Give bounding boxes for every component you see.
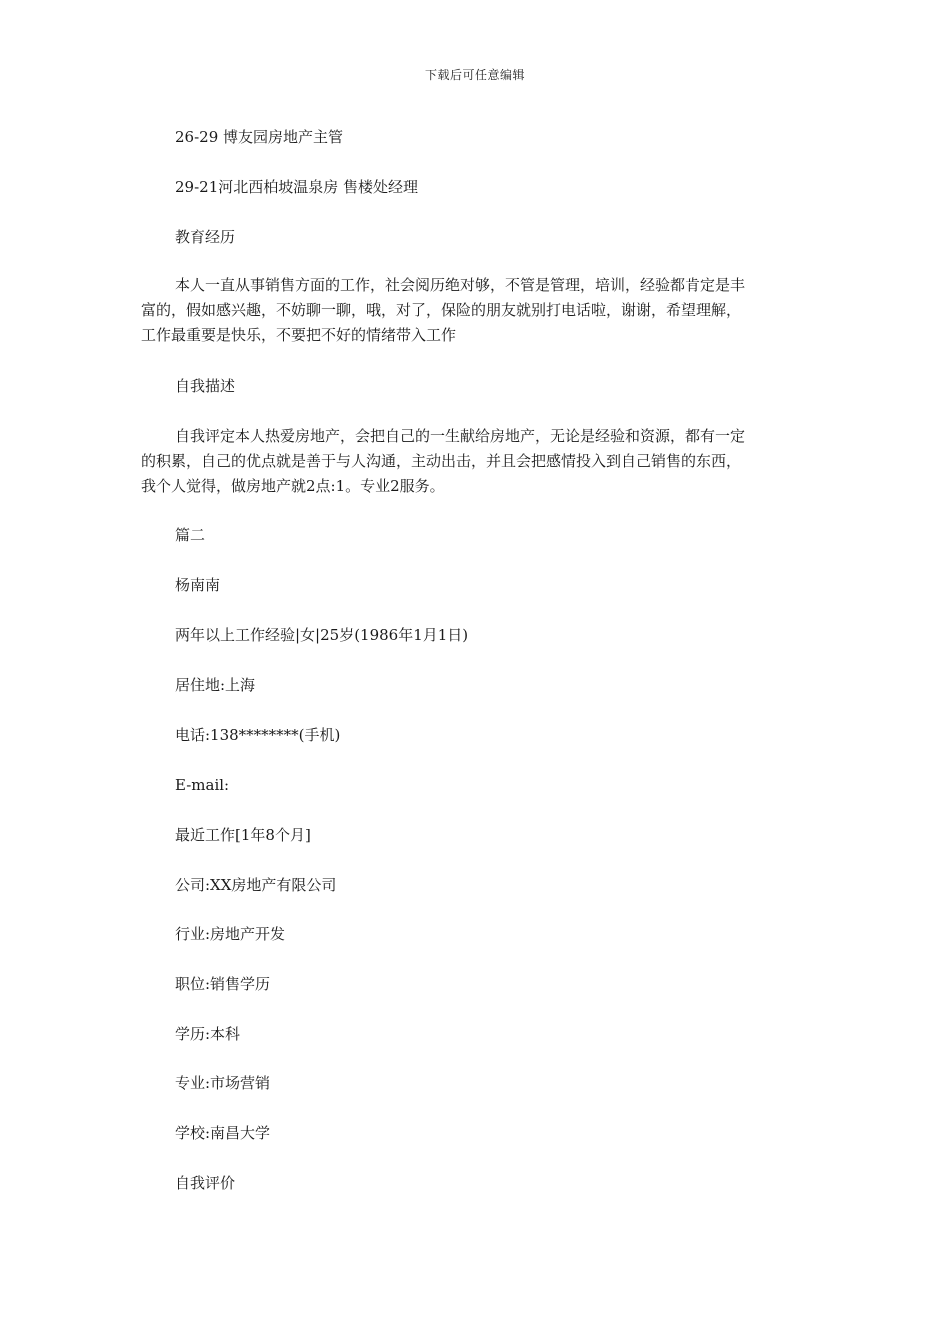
work-item-1: 26-29 博友园房地产主管 <box>175 128 344 146</box>
education-paragraph-line-3: 工作最重要是快乐，不要把不好的情绪带入工作 <box>141 326 457 344</box>
email-line: E-mail: <box>175 776 230 794</box>
candidate-summary: 两年以上工作经验|女|25岁(1986年1月1日) <box>175 626 469 644</box>
self-description-heading: 自我描述 <box>175 377 236 395</box>
education-heading: 教育经历 <box>175 228 236 246</box>
company-line: 公司:XX房地产有限公司 <box>175 876 337 894</box>
section-two-heading: 篇二 <box>175 526 206 544</box>
education-paragraph-line-1: 本人一直从事销售方面的工作，社会阅历绝对够，不管是管理，培训，经验都肯定是丰 <box>175 276 746 294</box>
self-description-line-1: 自我评定本人热爱房地产，会把自己的一生献给房地产，无论是经验和资源，都有一定 <box>175 427 746 445</box>
recent-work-line: 最近工作[1年8个月] <box>175 826 311 844</box>
education-paragraph <box>141 273 811 348</box>
residence-line: 居住地:上海 <box>175 676 256 694</box>
candidate-name: 杨南南 <box>175 576 221 594</box>
self-description-line-3: 我个人觉得，做房地产就2点:1。专业2服务。 <box>141 477 445 495</box>
education-paragraph-line-2: 富的，假如感兴趣，不妨聊一聊，哦，对了，保险的朋友就别打电话啦，谢谢，希望理解， <box>141 301 742 319</box>
self-description-paragraph <box>141 424 811 499</box>
work-item-2: 29-21河北西柏坡温泉房 售楼处经理 <box>175 178 419 196</box>
industry-line: 行业:房地产开发 <box>175 925 286 943</box>
major-line: 专业:市场营销 <box>175 1074 271 1092</box>
school-line: 学校:南昌大学 <box>175 1124 271 1142</box>
self-evaluation-heading: 自我评价 <box>175 1174 236 1192</box>
position-line: 职位:销售学历 <box>175 975 271 993</box>
degree-line: 学历:本科 <box>175 1025 241 1043</box>
header-note: 下载后可任意编辑 <box>424 68 525 82</box>
self-description-line-2: 的积累，自己的优点就是善于与人沟通，主动出击，并且会把感情投入到自己销售的东西， <box>141 452 742 470</box>
phone-line: 电话:138********(手机) <box>175 726 341 744</box>
